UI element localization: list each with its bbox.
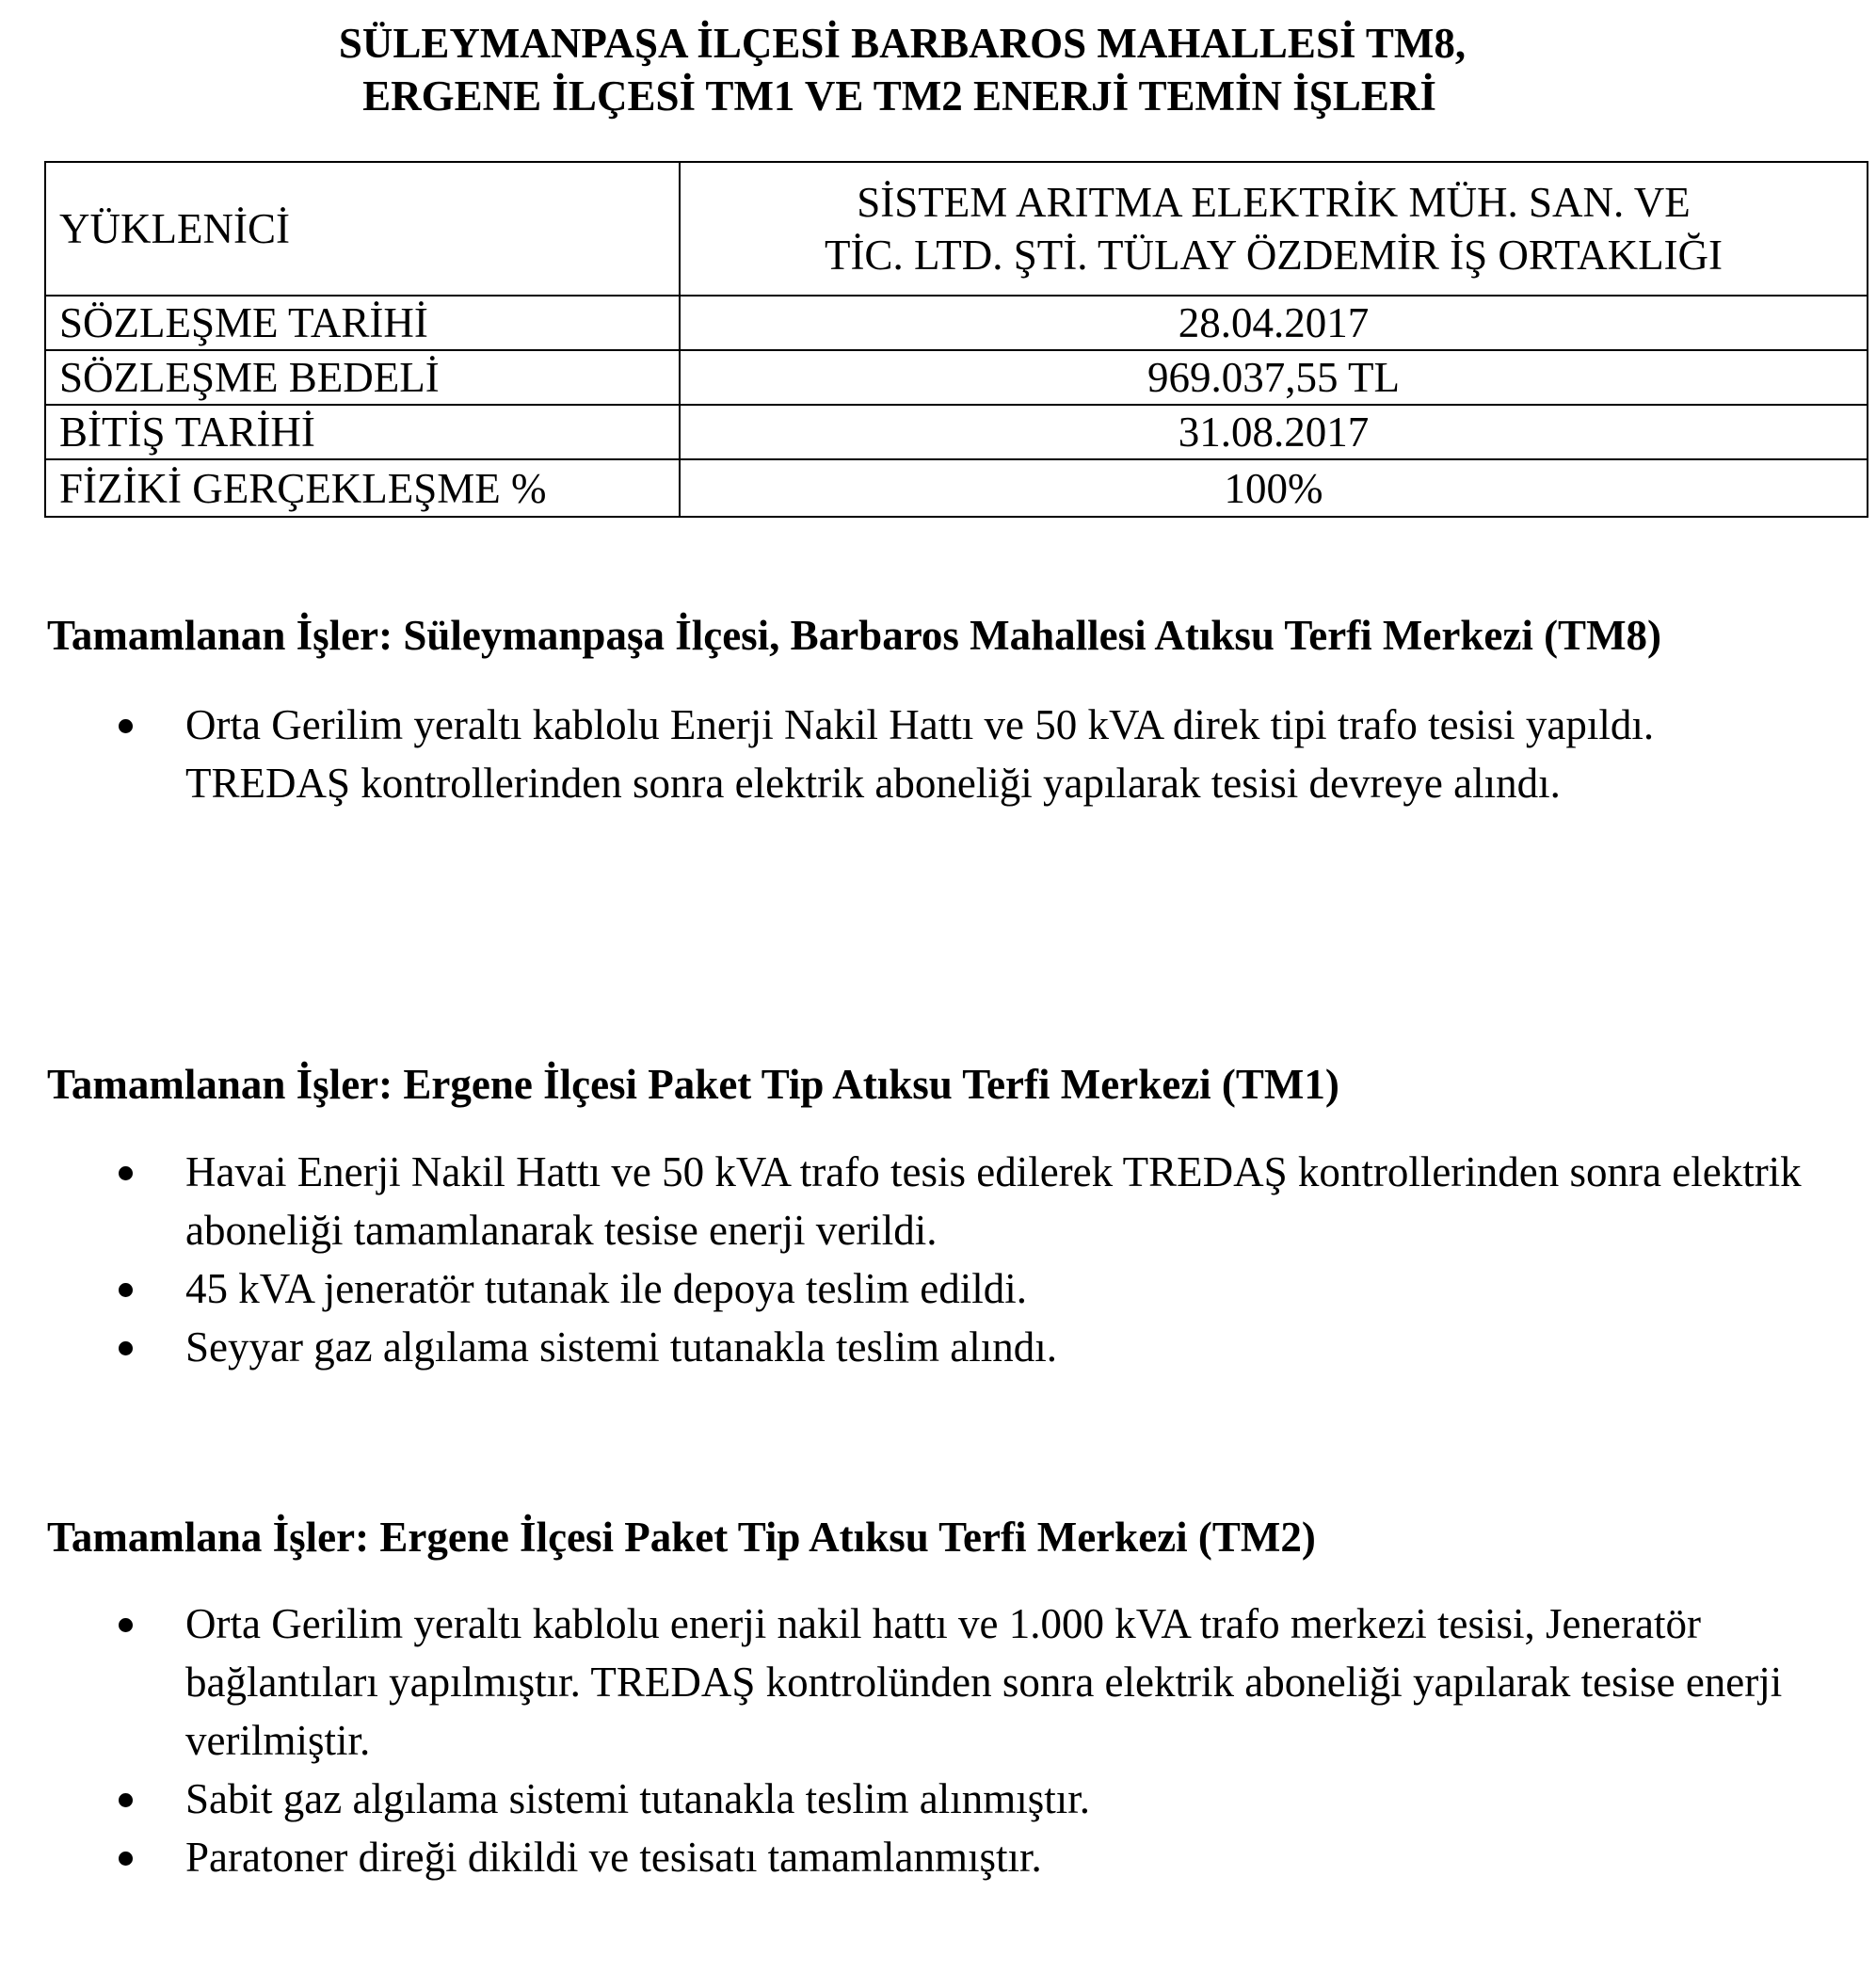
table-row-contract-price: [45, 350, 1868, 405]
bullet-icon: [119, 1283, 133, 1297]
list-item: [47, 1595, 1804, 1770]
contract-price-value: 969.037,55 TL: [680, 350, 1868, 405]
list-item: [47, 1828, 1804, 1886]
section-tm1: [47, 1056, 1836, 1376]
physical-progress-label: FİZİKİ GERÇEKLEŞME %: [45, 459, 680, 517]
bullet-icon: [119, 719, 133, 733]
title-line-2: ERGENE İLÇESİ TM1 VE TM2 ENERJİ TEMİN İŞLERİ: [362, 72, 1436, 120]
table-row-physical-progress: [45, 459, 1868, 517]
end-date-value: 31.08.2017: [680, 405, 1868, 459]
list-item-text: Orta Gerilim yeraltı kablolu Enerji Nakil Hattı ve 50 kVA direk tipi trafo tesisi yapıldı. TREDAŞ kontrollerinden sonra elektrik aboneliği yapılarak tesisi devreye alındı.: [185, 701, 1655, 807]
list-item: [47, 1770, 1804, 1828]
bullet-icon: [119, 1618, 133, 1632]
contractor-value: [680, 162, 1868, 296]
list-item-text: Orta Gerilim yeraltı kablolu enerji nakil hattı ve 1.000 kVA trafo merkezi tesisi, Jeneratör bağlantıları yapılmıştır. TREDAŞ kontrolünden sonra elektrik aboneliği yapılarak tesise enerji verilmiştir.: [185, 1600, 1783, 1764]
bullet-icon: [119, 1341, 133, 1355]
list-item-text: Havai Enerji Nakil Hattı ve 50 kVA trafo tesis edilerek TREDAŞ kontrollerinden sonra elektrik aboneliği tamamlanarak tesise enerji verildi.: [185, 1148, 1802, 1254]
list-item: [47, 1259, 1804, 1318]
physical-progress-value: 100%: [680, 459, 1868, 517]
list-item: [47, 1318, 1804, 1376]
section-heading: Tamamlana İşler: Ergene İlçesi Paket Tip Atıksu Terfi Merkezi (TM2): [47, 1514, 1316, 1561]
table-row-end-date: [45, 405, 1868, 459]
list-item-text: Seyyar gaz algılama sistemi tutanakla teslim alındı.: [185, 1323, 1057, 1371]
list-item: [47, 696, 1804, 812]
list-item-text: Paratoner direği dikildi ve tesisatı tamamlanmıştır.: [185, 1834, 1042, 1881]
contractor-value-line-1: SİSTEM ARITMA ELEKTRİK MÜH. SAN. VE: [857, 179, 1691, 226]
section-tm8: [47, 607, 1836, 812]
bullet-icon: [119, 1852, 133, 1866]
section-tm2: [47, 1509, 1836, 1886]
list-item-text: 45 kVA jeneratör tutanak ile depoya teslim edildi.: [185, 1265, 1027, 1312]
project-info-table: [44, 161, 1868, 518]
document-title: [0, 17, 1876, 122]
bullet-list: [47, 1143, 1836, 1376]
contractor-label: YÜKLENİCİ: [45, 162, 680, 296]
contract-price-label: SÖZLEŞME BEDELİ: [45, 350, 680, 405]
contractor-value-line-2: TİC. LTD. ŞTİ. TÜLAY ÖZDEMİR İŞ ORTAKLIĞI: [824, 232, 1724, 279]
bullet-list: [47, 1595, 1836, 1886]
section-heading: Tamamlanan İşler: Süleymanpaşa İlçesi, Barbaros Mahallesi Atıksu Terfi Merkezi (TM8): [47, 612, 1662, 659]
bullet-icon: [119, 1166, 133, 1180]
bullet-list: [47, 696, 1836, 812]
contract-date-value: 28.04.2017: [680, 296, 1868, 350]
table-row-contract-date: [45, 296, 1868, 350]
title-line-1: SÜLEYMANPAŞA İLÇESİ BARBAROS MAHALLESİ TM8,: [338, 20, 1467, 67]
list-item-text: Sabit gaz algılama sistemi tutanakla teslim alınmıştır.: [185, 1775, 1091, 1822]
table-row-contractor: [45, 162, 1868, 296]
list-item: [47, 1143, 1804, 1259]
end-date-label: BİTİŞ TARİHİ: [45, 405, 680, 459]
bullet-icon: [119, 1793, 133, 1807]
section-heading: Tamamlanan İşler: Ergene İlçesi Paket Tip Atıksu Terfi Merkezi (TM1): [47, 1061, 1339, 1108]
contract-date-label: SÖZLEŞME TARİHİ: [45, 296, 680, 350]
